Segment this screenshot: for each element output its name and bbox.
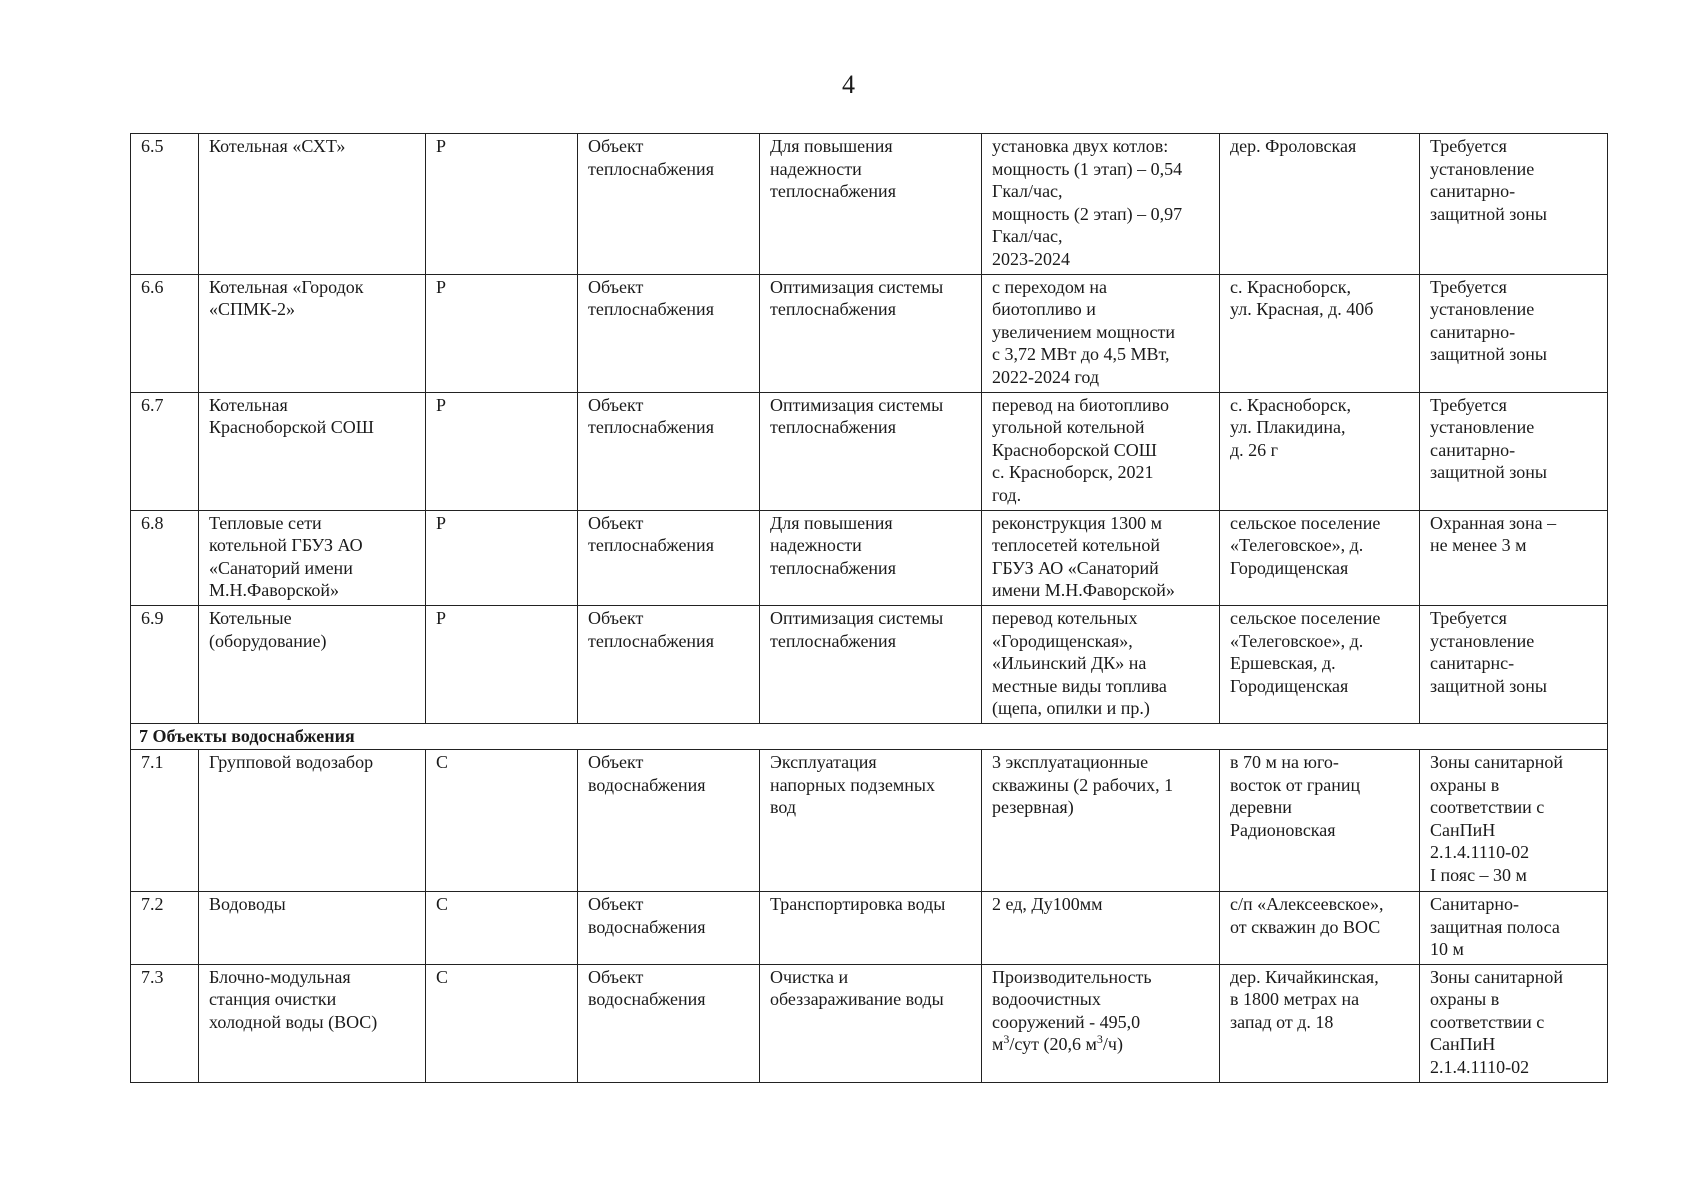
object-location: сельское поселение «Телеговское», д. Городищенская — [1220, 510, 1420, 605]
characteristics-text-c: /ч) — [1102, 1034, 1123, 1055]
object-reason: Для повышения надежности теплоснабжения — [760, 510, 982, 605]
row-number: 7.3 — [131, 964, 199, 1082]
object-zones: Охранная зона – не менее 3 м — [1420, 510, 1608, 605]
object-type: С — [426, 964, 578, 1082]
object-name: Котельная Красноборской СОШ — [199, 392, 426, 510]
object-characteristics: перевод на биотопливо угольной котельной Красноборской СОШ с. Красноборск, 2021 год. — [982, 392, 1220, 510]
object-characteristics: 3 эксплуатационные скважины (2 рабочих, 1 резервная) — [982, 749, 1220, 891]
object-reason: Эксплуатация напорных подземных вод — [760, 749, 982, 891]
object-type: Р — [426, 510, 578, 605]
object-name: Тепловые сети котельной ГБУЗ АО «Санаторий имени М.Н.Фаворской» — [199, 510, 426, 605]
object-purpose: Объект водоснабжения — [578, 891, 760, 964]
object-name: Групповой водозабор — [199, 749, 426, 891]
characteristics-text-a: Производительность водоочистных сооружений - 495,0 м — [992, 966, 1152, 1055]
object-name: Водоводы — [199, 891, 426, 964]
object-reason: Оптимизация системы теплоснабжения — [760, 605, 982, 723]
object-characteristics: 2 ед, Ду100мм — [982, 891, 1220, 964]
object-characteristics: перевод котельных «Городищенская», «Ильинский ДК» на местные виды топлива (щепа, опилки и пр.) — [982, 605, 1220, 723]
table-row — [131, 392, 1608, 510]
object-characteristics — [982, 964, 1220, 1082]
object-purpose: Объект теплоснабжения — [578, 134, 760, 275]
table-row — [131, 605, 1608, 723]
row-number: 6.9 — [131, 605, 199, 723]
object-location: дер. Кичайкинская, в 1800 метрах на запад от д. 18 — [1220, 964, 1420, 1082]
object-characteristics: установка двух котлов: мощность (1 этап) – 0,54 Гкал/час, мощность (2 этап) – 0,97 Гкал/час, 2023-2024 — [982, 134, 1220, 275]
object-type: Р — [426, 605, 578, 723]
row-number: 7.2 — [131, 891, 199, 964]
objects-table — [130, 133, 1608, 1083]
row-number: 6.8 — [131, 510, 199, 605]
object-purpose: Объект водоснабжения — [578, 964, 760, 1082]
row-number: 6.6 — [131, 274, 199, 392]
section-title: 7 Объекты водоснабжения — [131, 723, 1608, 749]
superscript-3: 3 — [1096, 1032, 1103, 1047]
row-number: 6.5 — [131, 134, 199, 275]
object-zones: Требуется установление санитарнс- защитной зоны — [1420, 605, 1608, 723]
object-name: Блочно-модульная станция очистки холодной воды (ВОС) — [199, 964, 426, 1082]
object-characteristics: с переходом на биотопливо и увеличением мощности с 3,72 МВт до 4,5 МВт, 2022-2024 год — [982, 274, 1220, 392]
object-location: с/п «Алексеевское», от скважин до ВОС — [1220, 891, 1420, 964]
object-type: Р — [426, 392, 578, 510]
object-name: Котельная «СХТ» — [199, 134, 426, 275]
object-reason: Оптимизация системы теплоснабжения — [760, 392, 982, 510]
object-location: в 70 м на юго- восток от границ деревни Радионовская — [1220, 749, 1420, 891]
object-zones: Требуется установление санитарно- защитной зоны — [1420, 134, 1608, 275]
table-row — [131, 134, 1608, 275]
row-number: 6.7 — [131, 392, 199, 510]
object-zones: Требуется установление санитарно- защитной зоны — [1420, 274, 1608, 392]
table-row — [131, 274, 1608, 392]
object-purpose: Объект теплоснабжения — [578, 510, 760, 605]
object-type: С — [426, 749, 578, 891]
object-zones: Санитарно- защитная полоса 10 м — [1420, 891, 1608, 964]
object-reason: Для повышения надежности теплоснабжения — [760, 134, 982, 275]
superscript-3: 3 — [1003, 1032, 1010, 1047]
object-name: Котельная «Городок «СПМК-2» — [199, 274, 426, 392]
object-location: с. Красноборск, ул. Плакидина, д. 26 г — [1220, 392, 1420, 510]
characteristics-text-b: /сут (20,6 м — [1009, 1034, 1097, 1055]
object-type: С — [426, 891, 578, 964]
page-number: 4 — [842, 70, 855, 99]
object-zones: Зоны санитарной охраны в соответствии с СанПиН 2.1.4.1110-02 I пояс – 30 м — [1420, 749, 1608, 891]
table-row — [131, 891, 1608, 964]
object-zones: Требуется установление санитарно- защитной зоны — [1420, 392, 1608, 510]
object-zones: Зоны санитарной охраны в соответствии с СанПиН 2.1.4.1110-02 — [1420, 964, 1608, 1082]
object-reason: Транспортировка воды — [760, 891, 982, 964]
object-name: Котельные (оборудование) — [199, 605, 426, 723]
object-purpose: Объект теплоснабжения — [578, 392, 760, 510]
object-location: дер. Фроловская — [1220, 134, 1420, 275]
object-characteristics: реконструкция 1300 м теплосетей котельной ГБУЗ АО «Санаторий имени М.Н.Фаворской» — [982, 510, 1220, 605]
object-purpose: Объект теплоснабжения — [578, 605, 760, 723]
object-purpose: Объект теплоснабжения — [578, 274, 760, 392]
object-type: Р — [426, 274, 578, 392]
table-row — [131, 964, 1608, 1082]
row-number: 7.1 — [131, 749, 199, 891]
table-row — [131, 510, 1608, 605]
object-location: с. Красноборск, ул. Красная, д. 40б — [1220, 274, 1420, 392]
object-reason: Очистка и обеззараживание воды — [760, 964, 982, 1082]
object-reason: Оптимизация системы теплоснабжения — [760, 274, 982, 392]
object-type: Р — [426, 134, 578, 275]
section-row — [131, 723, 1608, 749]
object-location: сельское поселение «Телеговское», д. Ершевская, д. Городищенская — [1220, 605, 1420, 723]
table-row — [131, 749, 1608, 891]
object-purpose: Объект водоснабжения — [578, 749, 760, 891]
